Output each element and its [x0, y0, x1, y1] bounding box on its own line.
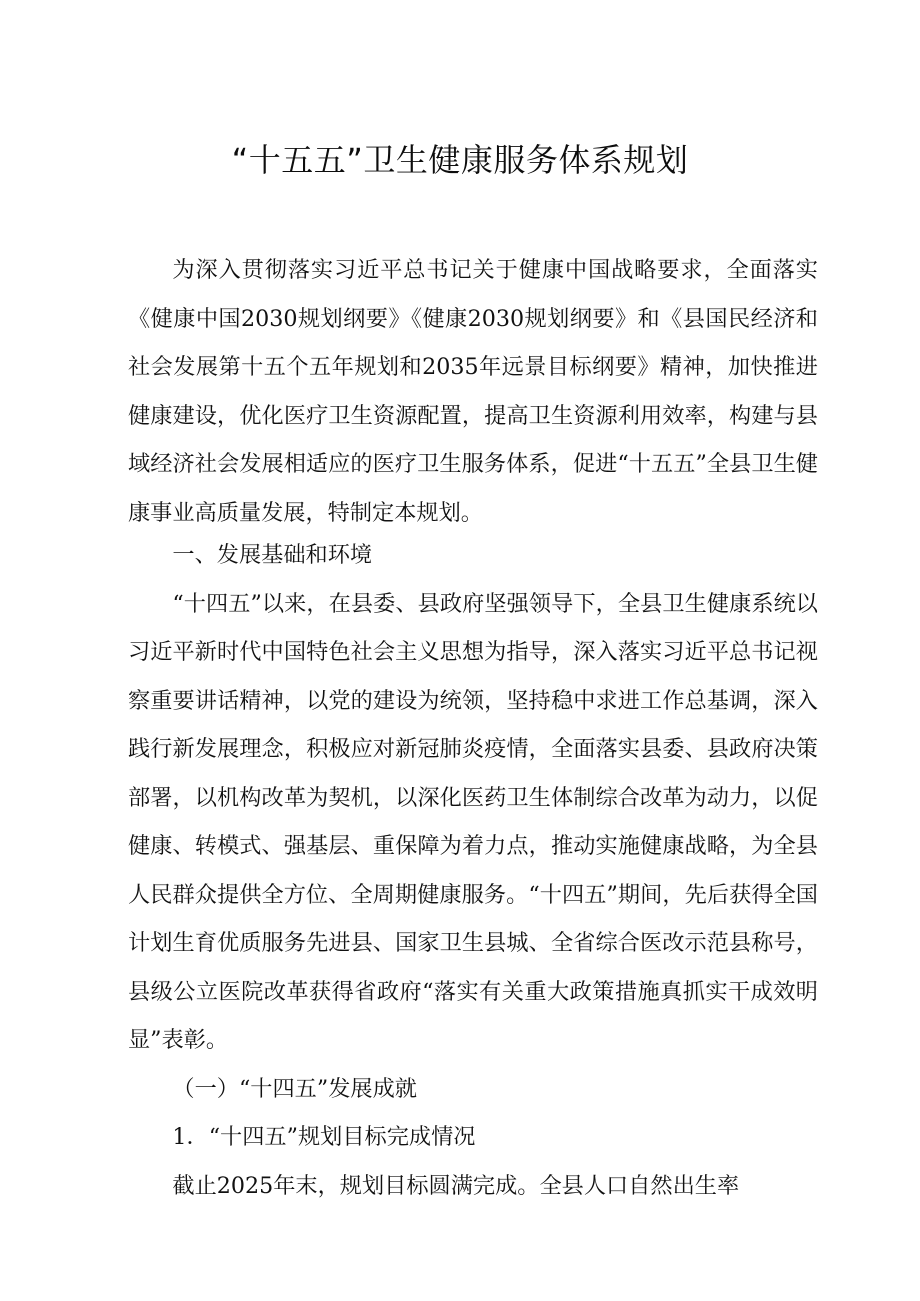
- item-paragraph-plan-completion: 截止2025年末，规划目标圆满完成。全县人口自然出生率: [172, 1172, 740, 1199]
- main-content: [128, 531, 818, 1210]
- document-title: “十五五”卫生健康服务体系规划: [231, 141, 689, 179]
- item-heading-plan-completion: 1．“十四五”规划目标完成情况: [172, 1124, 476, 1150]
- subsection-heading-achievements: （一）“十四五”发展成就: [172, 1075, 417, 1102]
- intro-paragraph: 为深入贯彻落实习近平总书记关于健康中国战略要求，全面落实《健康中国2030规划纲要》《健康2030规划纲要》和《县国民经济和社会发展第十五个五年规划和2035年远景目标纲要》精神，加快推进健康建设，优化医疗卫生资源配置，提高卫生资源利用效率，构建与县域经济社会发展相适应的医疗卫生服务体系，促进“十五五”全县卫生健康事业高质量发展，特制定本规划。: [128, 257, 818, 526]
- section-paragraph-development-basis: “十四五”以来，在县委、县政府坚强领导下，全县卫生健康系统以习近平新时代中国特色社会主义思想为指导，深入落实习近平总书记视察重要讲话精神，以党的建设为统领，坚持稳中求进工作总基调，深入践行新发展理念，积极应对新冠肺炎疫情，全面落实县委、县政府决策部署，以机构改革为契机，以深化医药卫生体制综合改革为动力，以促健康、转模式、强基层、重保障为着力点，推动实施健康战略，为全县人民群众提供全方位、全周期健康服务。“十四五”期间，先后获得全国计划生育优质服务先进县、国家卫生县城、全省综合医改示范县称号，县级公立医院改革获得省政府“落实有关重大政策措施真抓实干成效明显”表彰。: [128, 590, 818, 1053]
- intro-block: [128, 246, 818, 537]
- section-heading-development-basis: 一、发展基础和环境: [172, 542, 373, 568]
